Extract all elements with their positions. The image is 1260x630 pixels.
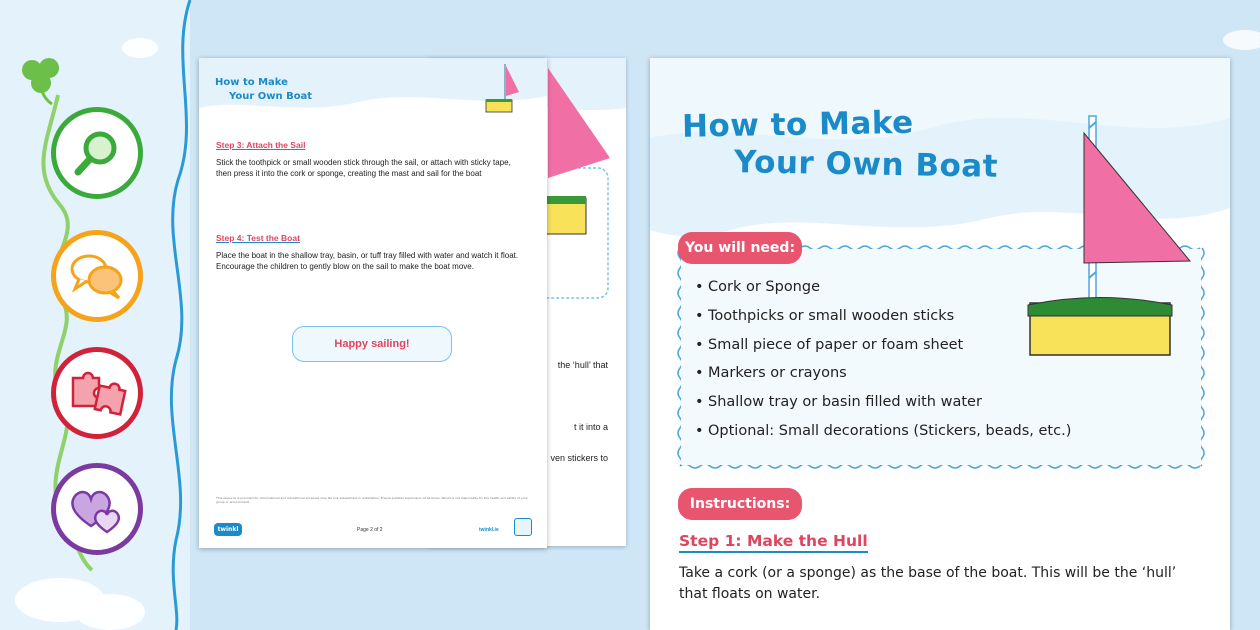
quality-badge-icon	[514, 518, 532, 536]
list-item	[695, 273, 1071, 302]
step1-text: Take a cork (or a sponge) as the base of the boat. This will be the ‘hull’ that floats on water.	[679, 565, 1177, 602]
step1-heading: Step 1: Make the Hull	[679, 532, 868, 553]
main-title-line2: Your Own Boat	[733, 144, 999, 185]
bullet: •	[695, 307, 704, 324]
list-item	[695, 302, 1071, 331]
disclaimer-text: This resource is provided for informational and educational purposes only. No risk assessment is undertaken. Ensure suitable supervision at all times. Twinkl is not responsible for the health and safety of your group or environment.	[216, 496, 528, 504]
main-page-title	[682, 104, 998, 184]
step4-heading: Step 4: Test the Boat	[216, 233, 300, 243]
list-item-text: Small piece of paper or foam sheet	[708, 336, 964, 353]
small-page-preview	[199, 58, 547, 548]
small-page-title	[215, 76, 312, 104]
happy-sailing-banner: Happy sailing!	[292, 326, 452, 362]
back-text-fragment: ven stickers to	[550, 453, 608, 463]
shamrock-icon	[18, 56, 64, 106]
main-title-line1: How to Make	[681, 104, 914, 145]
list-item	[695, 388, 1071, 417]
step4-text: Place the boat in the shallow tray, basin, or tuff tray filled with water and watch it float. Encourage the children to gently blow on the sail to make the boat move.	[216, 251, 519, 271]
materials-list	[695, 273, 1071, 446]
small-title-line1: How to Make	[215, 77, 288, 88]
list-item-text: Markers or crayons	[708, 365, 847, 382]
list-item	[695, 359, 1071, 388]
back-text-fragment: t it into a	[573, 422, 608, 432]
list-item-text: Optional: Small decorations (Stickers, beads, etc.)	[708, 422, 1072, 439]
step3-heading: Step 3: Attach the Sail	[216, 140, 306, 150]
puzzle-icon	[67, 366, 127, 420]
magnifier-circle[interactable]	[51, 107, 143, 199]
small-title-line2: Your Own Boat	[229, 91, 313, 102]
speech-bubbles-icon	[67, 251, 127, 301]
back-text-fragment: the ‘hull’ that	[557, 360, 608, 370]
list-item	[695, 417, 1071, 446]
list-item	[695, 331, 1071, 360]
page-number: Page 2 of 2	[357, 527, 383, 533]
magnifier-icon	[70, 126, 124, 180]
small-page-footer	[199, 508, 547, 548]
instructions-label: Instructions:	[678, 488, 802, 520]
speech-circle[interactable]	[51, 230, 143, 322]
list-item-text: Shallow tray or basin filled with water	[708, 394, 982, 411]
list-item-text: Cork or Sponge	[708, 279, 820, 295]
bullet: •	[695, 336, 704, 353]
bullet: •	[695, 279, 704, 295]
you-will-need-label: You will need:	[678, 232, 802, 264]
bullet: •	[695, 365, 704, 382]
hearts-icon	[67, 482, 127, 536]
bullet: •	[695, 422, 704, 439]
bullet: •	[695, 394, 704, 411]
puzzle-circle[interactable]	[51, 347, 143, 439]
list-item-text: Toothpicks or small wooden sticks	[708, 307, 955, 324]
main-page-preview	[650, 58, 1230, 630]
step3-text: Stick the toothpick or small wooden stick through the sail, or attach with sticky tape, then press it into the cork or sponge, creating the mast and sail for the boat	[216, 158, 511, 178]
twinkl-logo: twinkl	[214, 523, 242, 536]
hearts-circle[interactable]	[51, 463, 143, 555]
site-url: twinkl.ie	[479, 527, 499, 533]
